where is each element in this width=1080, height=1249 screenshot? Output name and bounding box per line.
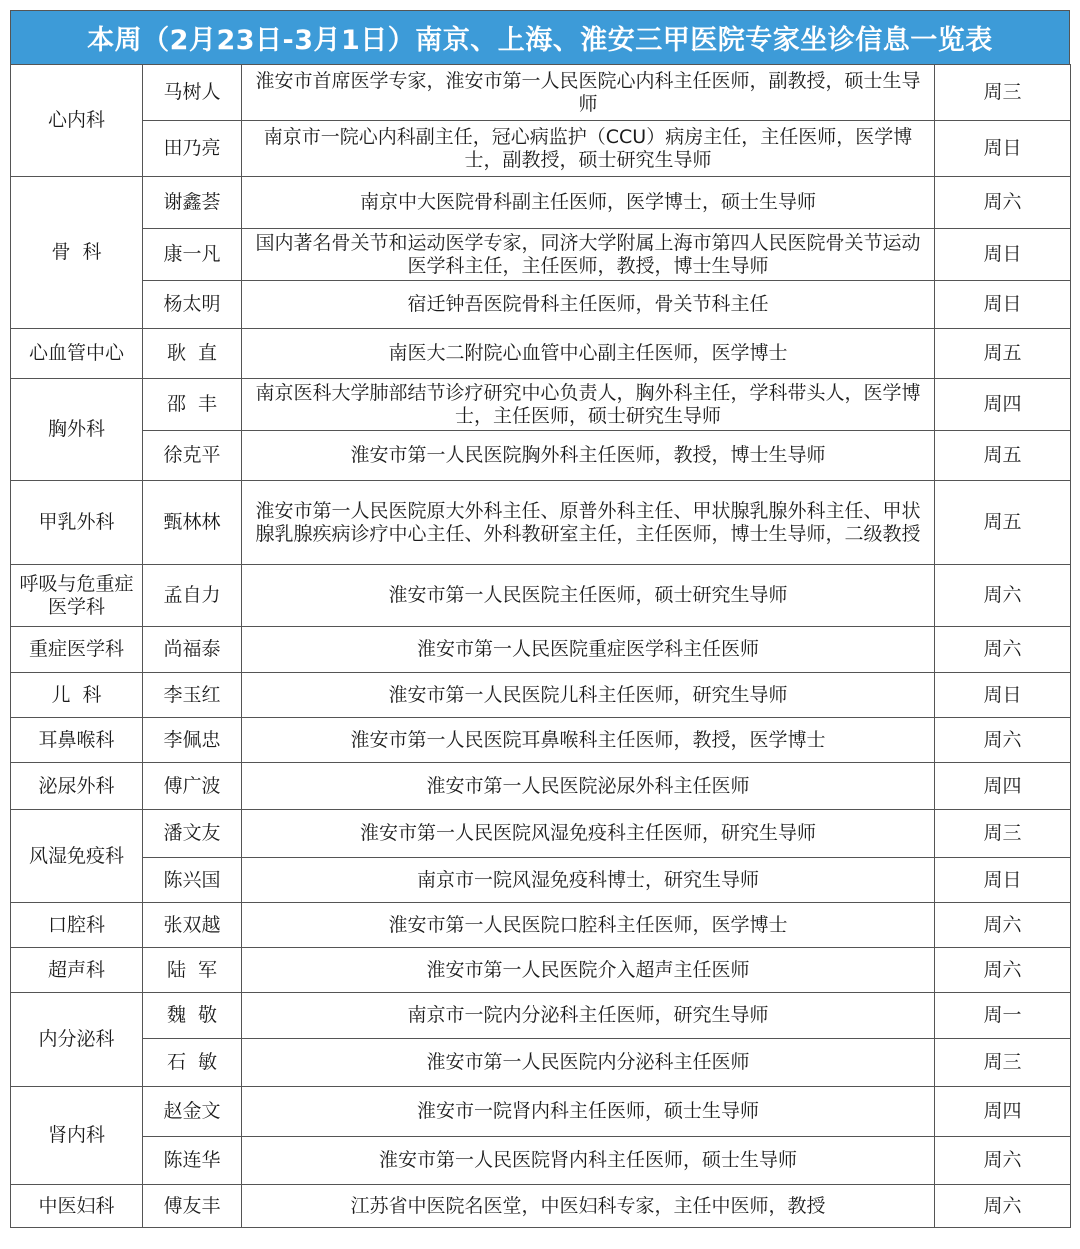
table-row (11, 177, 1071, 229)
clinic-day-cell: 周六 (935, 1137, 1071, 1185)
table-row (11, 65, 1071, 121)
table-row (11, 1137, 1071, 1185)
doctor-title-cell: 淮安市第一人民医院介入超声主任医师 (242, 948, 935, 993)
doctor-name-cell: 石 敏 (143, 1039, 242, 1087)
doctor-title-cell: 南京医科大学肺部结节诊疗研究中心负责人，胸外科主任，学科带头人，医学博士，主任医师，硕士研究生导师 (242, 379, 935, 431)
doctor-title-cell: 南京市一院心内科副主任，冠心病监护（CCU）病房主任，主任医师，医学博士，副教授，硕士研究生导师 (242, 121, 935, 177)
doctor-name-cell: 赵金文 (143, 1087, 242, 1137)
table-row (11, 1039, 1071, 1087)
doctor-title-cell: 淮安市第一人民医院口腔科主任医师，医学博士 (242, 903, 935, 948)
doctor-title-cell: 淮安市首席医学专家，淮安市第一人民医院心内科主任医师，副教授，硕士生导师 (242, 65, 935, 121)
department-cell: 心血管中心 (11, 329, 143, 379)
clinic-day-cell: 周六 (935, 177, 1071, 229)
department-cell: 心内科 (11, 65, 143, 177)
doctor-name-cell: 潘文友 (143, 810, 242, 858)
doctor-title-cell: 南京市一院内分泌科主任医师，研究生导师 (242, 993, 935, 1039)
table-row (11, 481, 1071, 565)
doctor-title-cell: 淮安市第一人民医院儿科主任医师，研究生导师 (242, 673, 935, 718)
doctor-title-cell: 南医大二附院心血管中心副主任医师，医学博士 (242, 329, 935, 379)
doctor-name-cell: 田乃亮 (143, 121, 242, 177)
department-cell: 泌尿外科 (11, 763, 143, 810)
clinic-day-cell: 周四 (935, 763, 1071, 810)
doctor-title-cell: 淮安市第一人民医院内分泌科主任医师 (242, 1039, 935, 1087)
table-row (11, 431, 1071, 481)
doctor-name-cell: 康一凡 (143, 229, 242, 281)
department-cell: 耳鼻喉科 (11, 718, 143, 763)
table-row (11, 121, 1071, 177)
doctor-name-cell: 邵 丰 (143, 379, 242, 431)
clinic-day-cell: 周日 (935, 673, 1071, 718)
department-cell: 口腔科 (11, 903, 143, 948)
doctor-name-cell: 耿 直 (143, 329, 242, 379)
doctor-name-cell: 傅广波 (143, 763, 242, 810)
clinic-day-cell: 周日 (935, 281, 1071, 329)
table-row (11, 673, 1071, 718)
doctor-name-cell: 李佩忠 (143, 718, 242, 763)
clinic-day-cell: 周一 (935, 993, 1071, 1039)
doctor-name-cell: 傅友丰 (143, 1185, 242, 1228)
doctor-title-cell: 南京中大医院骨科副主任医师，医学博士，硕士生导师 (242, 177, 935, 229)
doctor-title-cell: 淮安市第一人民医院原大外科主任、原普外科主任、甲状腺乳腺外科主任、甲状腺乳腺疾病诊疗中心主任、外科教研室主任，主任医师，博士生导师，二级教授 (242, 481, 935, 565)
doctor-name-cell: 马树人 (143, 65, 242, 121)
table-row (11, 627, 1071, 673)
doctor-title-cell: 淮安市第一人民医院肾内科主任医师，硕士生导师 (242, 1137, 935, 1185)
clinic-day-cell: 周六 (935, 948, 1071, 993)
table-row (11, 1087, 1071, 1137)
doctor-title-cell: 淮安市第一人民医院主任医师，硕士研究生导师 (242, 565, 935, 627)
department-cell: 中医妇科 (11, 1185, 143, 1228)
table-row (11, 229, 1071, 281)
department-cell: 重症医学科 (11, 627, 143, 673)
clinic-day-cell: 周五 (935, 329, 1071, 379)
doctor-name-cell: 谢鑫荟 (143, 177, 242, 229)
department-cell: 风湿免疫科 (11, 810, 143, 903)
table-row (11, 1185, 1071, 1228)
doctor-name-cell: 杨太明 (143, 281, 242, 329)
expert-schedule-table (10, 64, 1071, 1228)
department-cell: 儿 科 (11, 673, 143, 718)
department-cell: 内分泌科 (11, 993, 143, 1087)
doctor-title-cell: 南京市一院风湿免疫科博士，研究生导师 (242, 858, 935, 903)
doctor-title-cell: 淮安市第一人民医院泌尿外科主任医师 (242, 763, 935, 810)
doctor-name-cell: 孟自力 (143, 565, 242, 627)
clinic-day-cell: 周六 (935, 1185, 1071, 1228)
doctor-name-cell: 徐克平 (143, 431, 242, 481)
doctor-name-cell: 陈兴国 (143, 858, 242, 903)
doctor-title-cell: 淮安市第一人民医院耳鼻喉科主任医师，教授，医学博士 (242, 718, 935, 763)
doctor-name-cell: 李玉红 (143, 673, 242, 718)
doctor-name-cell: 甄林林 (143, 481, 242, 565)
clinic-day-cell: 周五 (935, 431, 1071, 481)
table-row (11, 329, 1071, 379)
doctor-title-cell: 淮安市一院肾内科主任医师，硕士生导师 (242, 1087, 935, 1137)
doctor-title-cell: 淮安市第一人民医院风湿免疫科主任医师，研究生导师 (242, 810, 935, 858)
table-row (11, 763, 1071, 810)
clinic-day-cell: 周五 (935, 481, 1071, 565)
clinic-day-cell: 周四 (935, 379, 1071, 431)
table-row (11, 810, 1071, 858)
doctor-name-cell: 张双越 (143, 903, 242, 948)
table-row (11, 565, 1071, 627)
department-cell: 甲乳外科 (11, 481, 143, 565)
department-cell: 肾内科 (11, 1087, 143, 1185)
table-row (11, 903, 1071, 948)
doctor-title-cell: 国内著名骨关节和运动医学专家，同济大学附属上海市第四人民医院骨关节运动医学科主任，主任医师，教授，博士生导师 (242, 229, 935, 281)
clinic-day-cell: 周日 (935, 229, 1071, 281)
department-cell: 呼吸与危重症医学科 (11, 565, 143, 627)
table-row (11, 281, 1071, 329)
doctor-name-cell: 魏 敬 (143, 993, 242, 1039)
doctor-title-cell: 淮安市第一人民医院胸外科主任医师，教授，博士生导师 (242, 431, 935, 481)
table-row (11, 718, 1071, 763)
table-row (11, 948, 1071, 993)
clinic-day-cell: 周六 (935, 627, 1071, 673)
department-cell: 胸外科 (11, 379, 143, 481)
doctor-title-cell: 淮安市第一人民医院重症医学科主任医师 (242, 627, 935, 673)
doctor-title-cell: 江苏省中医院名医堂，中医妇科专家，主任中医师，教授 (242, 1185, 935, 1228)
department-cell: 骨 科 (11, 177, 143, 329)
table-row (11, 379, 1071, 431)
table-row (11, 993, 1071, 1039)
clinic-day-cell: 周日 (935, 121, 1071, 177)
clinic-day-cell: 周三 (935, 810, 1071, 858)
clinic-day-cell: 周六 (935, 903, 1071, 948)
clinic-day-cell: 周三 (935, 1039, 1071, 1087)
department-cell: 超声科 (11, 948, 143, 993)
table-row (11, 858, 1071, 903)
doctor-name-cell: 尚福泰 (143, 627, 242, 673)
doctor-name-cell: 陈连华 (143, 1137, 242, 1185)
clinic-day-cell: 周日 (935, 858, 1071, 903)
clinic-day-cell: 周六 (935, 565, 1071, 627)
doctor-title-cell: 宿迁钟吾医院骨科主任医师，骨关节科主任 (242, 281, 935, 329)
clinic-day-cell: 周四 (935, 1087, 1071, 1137)
clinic-day-cell: 周六 (935, 718, 1071, 763)
doctor-name-cell: 陆 军 (143, 948, 242, 993)
clinic-day-cell: 周三 (935, 65, 1071, 121)
table-title: 本周（2月23日-3月1日）南京、上海、淮安三甲医院专家坐诊信息一览表 (10, 10, 1070, 64)
